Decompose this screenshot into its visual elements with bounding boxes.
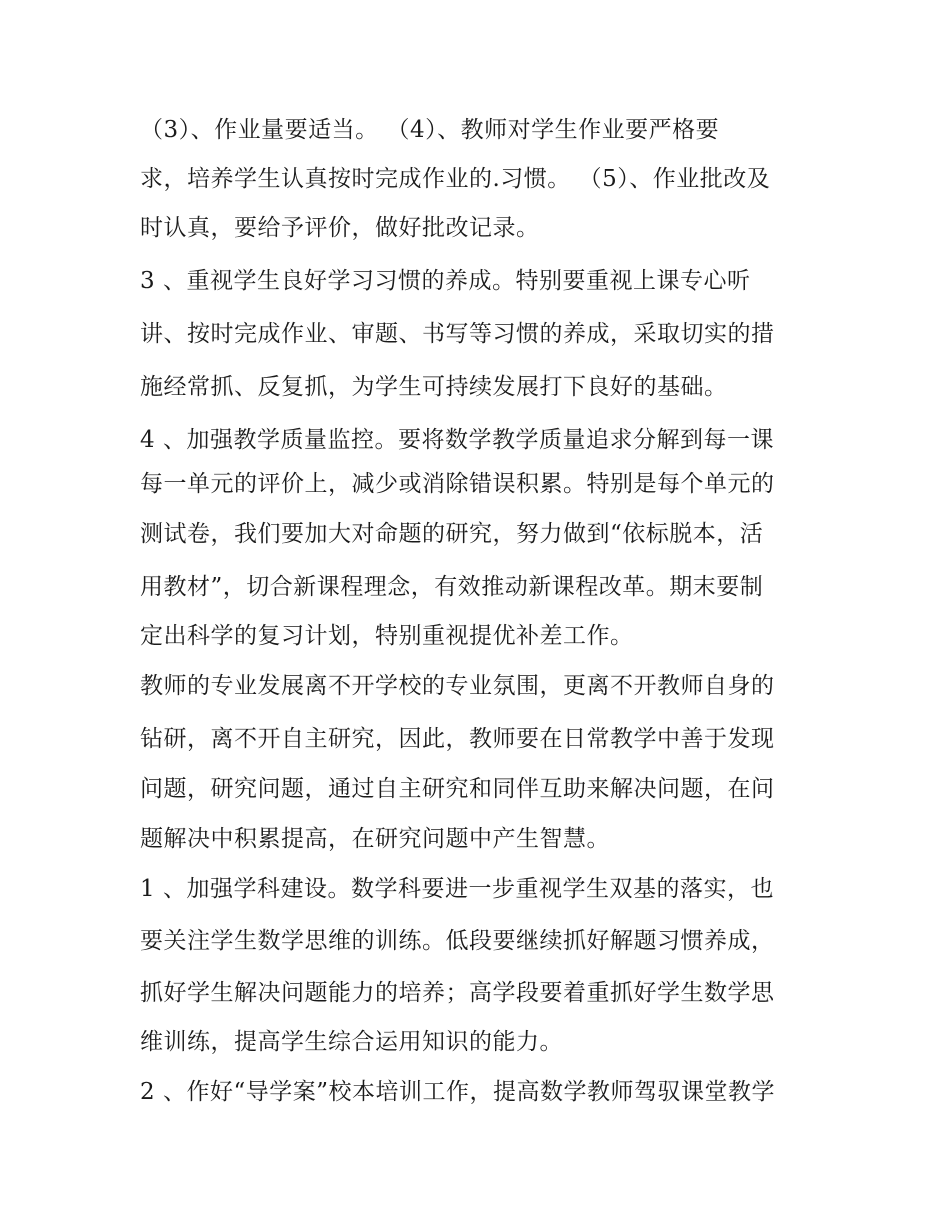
- text-line: 维训练，提高学生综合运用知识的能力。: [140, 1029, 563, 1055]
- text-line: 题解决中积累提高，在研究问题中产生智慧。: [140, 826, 610, 852]
- text-line: 施经常抓、反复抓，为学生可持续发展打下良好的基础。: [140, 374, 728, 400]
- text-line: 抓好学生解决问题能力的培养；高学段要着重抓好学生数学思: [140, 980, 775, 1006]
- text-line: 时认真，要给予评价，做好批改记录。: [140, 215, 540, 241]
- text-line: 钻研，离不开自主研究，因此，教师要在日常教学中善于发现: [140, 726, 775, 752]
- text-line: 求，培养学生认真按时完成作业的.习惯。 （5）、作业批改及: [140, 166, 771, 192]
- text-line: 4 、加强教学质量监控。要将数学教学质量追求分解到每一课: [140, 427, 774, 453]
- text-line: 问题，研究问题，通过自主研究和同伴互助来解决问题，在问: [140, 776, 775, 802]
- text-line: 3 、重视学生良好学习习惯的养成。特别要重视上课专心听: [140, 268, 751, 294]
- text-line: 每一单元的评价上，减少或消除错误积累。特别是每个单元的: [140, 471, 775, 497]
- text-line: 讲、按时完成作业、审题、书写等习惯的养成，采取切实的措: [140, 321, 775, 347]
- text-line: 2 、作好“导学案”校本培训工作，提高数学教师驾驭课堂教学: [140, 1079, 775, 1105]
- text-line: （3）、作业量要适当。 （4）、教师对学生作业要严格要: [140, 117, 720, 143]
- text-line: 教师的专业发展离不开学校的专业氛围，更离不开教师自身的: [140, 673, 775, 699]
- text-line: 要关注学生数学思维的训练。低段要继续抓好解题习惯养成，: [140, 928, 775, 954]
- text-line: 定出科学的复习计划，特别重视提优补差工作。: [140, 623, 634, 649]
- text-line: 1 、加强学科建设。数学科要进一步重视学生双基的落实，也: [140, 876, 774, 902]
- text-line: 用教材”，切合新课程理念，有效推动新课程改革。期末要制: [140, 574, 764, 600]
- text-line: 测试卷，我们要加大对命题的研究，努力做到“依标脱本，活: [140, 521, 764, 547]
